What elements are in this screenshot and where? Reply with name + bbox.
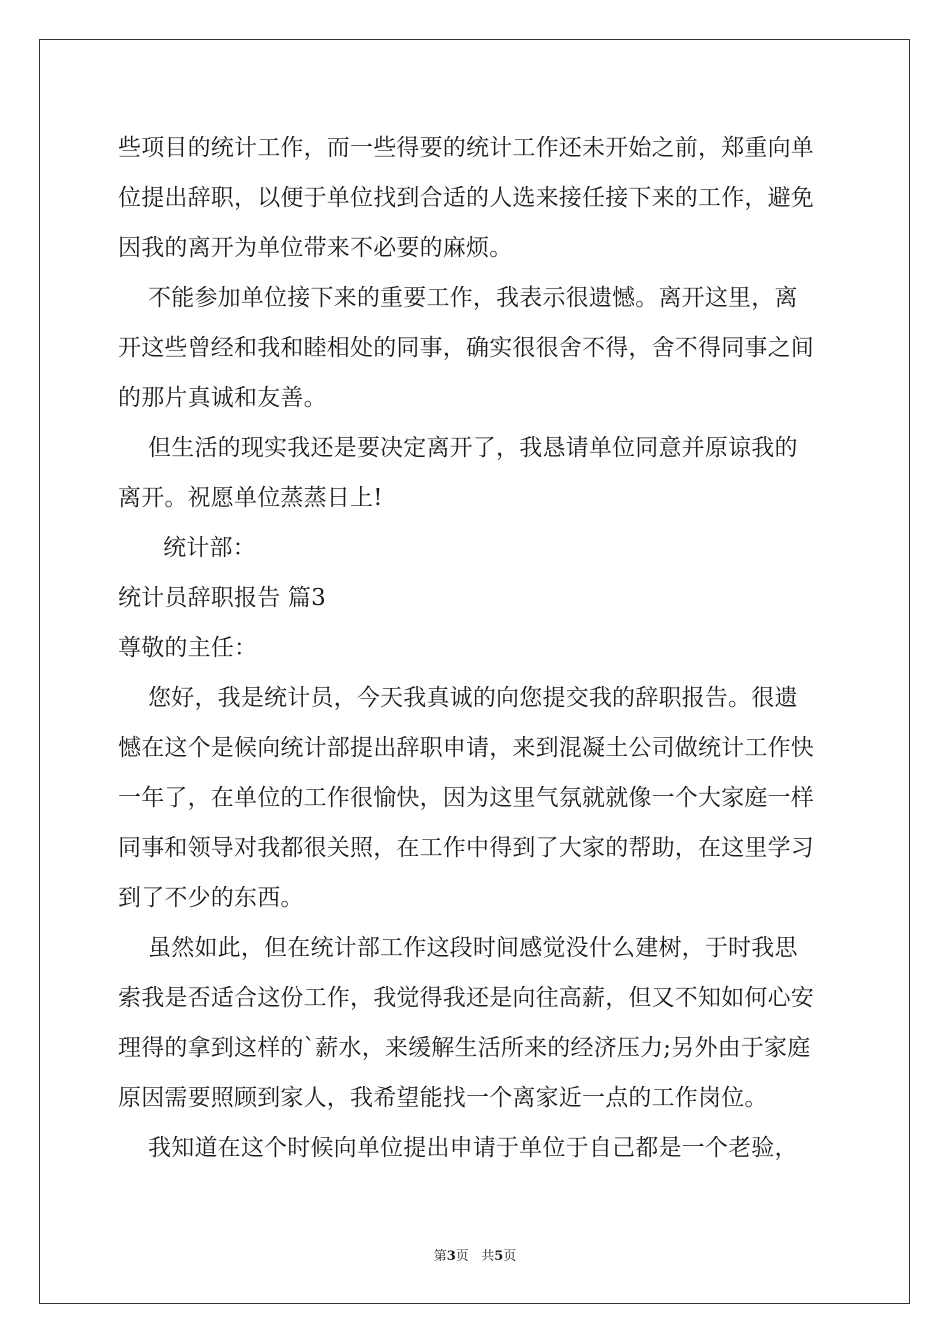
page-number: 3: [446, 1249, 456, 1264]
total-prefix: 共: [481, 1249, 495, 1264]
page-suffix: 页: [455, 1249, 469, 1264]
text-line: 索我是否适合这份工作，我觉得我还是向往高薪，但又不知如何心安: [118, 985, 814, 1011]
text-line: 理得的拿到这样的`薪水，来缓解生活所来的经济压力;另外由于家庭: [118, 1035, 811, 1061]
signature-department: 统计部：: [118, 535, 256, 561]
page-border: [39, 39, 910, 1304]
text-line: 同事和领导对我都很关照，在工作中得到了大家的帮助，在这里学习: [118, 835, 814, 861]
text-line: 一年了，在单位的工作很愉快，因为这里气氛就就像一个大家庭一样: [118, 785, 814, 811]
total-suffix: 页: [503, 1249, 517, 1264]
text-line: 离开。祝愿单位蒸蒸日上!: [118, 485, 383, 511]
text-line: 因我的离开为单位带来不必要的麻烦。: [118, 235, 513, 261]
text-line: 但生活的现实我还是要决定离开了，我恳请单位同意并原谅我的: [118, 435, 798, 461]
text-line: 虽然如此，但在统计部工作这段时间感觉没什么建树，于时我思: [118, 935, 798, 961]
text-line: 原因需要照顾到家人，我希望能找一个离家近一点的工作岗位。: [118, 1085, 768, 1111]
page-prefix: 第: [433, 1249, 447, 1264]
text-line: 我知道在这个时候向单位提出申请于单位于自己都是一个老验，: [118, 1135, 798, 1161]
total-pages: 5: [494, 1249, 504, 1264]
section-heading: 统计员辞职报告 篇3: [118, 585, 326, 611]
text-line: 不能参加单位接下来的重要工作，我表示很遗憾。离开这里，离: [118, 285, 798, 311]
salutation: 尊敬的主任：: [118, 635, 258, 661]
text-line: 到了不少的东西。: [118, 885, 304, 911]
text-line: 位提出辞职，以便于单位找到合适的人选来接任接下来的工作，避免: [118, 185, 814, 211]
text-line: 些项目的统计工作，而一些得要的统计工作还未开始之前，郑重向单: [118, 135, 814, 161]
text-line: 憾在这个是候向统计部提出辞职申请，来到混凝土公司做统计工作快: [118, 735, 814, 761]
text-line: 的那片真诚和友善。: [118, 385, 327, 411]
page-footer: [0, 1248, 950, 1266]
text-line: 开这些曾经和我和睦相处的同事，确实很很舍不得，舍不得同事之间: [118, 335, 814, 361]
text-line: 您好，我是统计员，今天我真诚的向您提交我的辞职报告。很遗: [118, 685, 798, 711]
